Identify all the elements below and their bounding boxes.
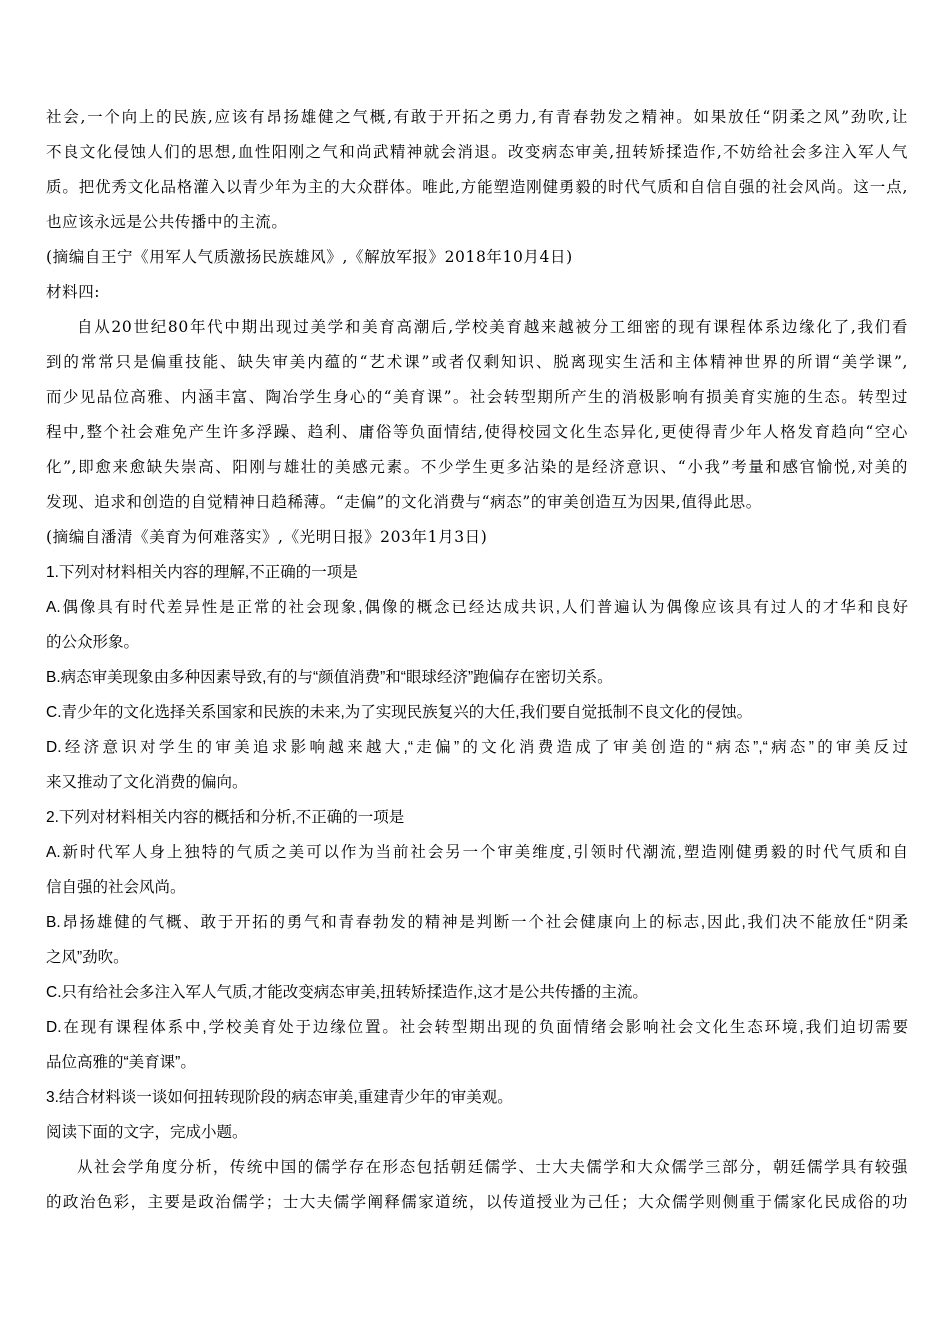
paragraph-line: 到的常常只是偏重技能、缺失审美内蕴的“艺术课”或者仅剩知识、脱离现实生活和主体精神世界的所谓“美学课”, (46, 353, 908, 371)
paragraph-line: 质。把优秀文化品格灌入以青少年为主的大众群体。唯此,方能塑造刚健勇毅的时代气质和自信自强的社会风尚。这一点, (46, 178, 908, 196)
paragraph-line: 从社会学角度分析，传统中国的儒学存在形态包括朝廷儒学、士大夫儒学和大众儒学三部分，朝廷儒学具有较强 (77, 1158, 908, 1176)
q2-option-d: D.在现有课程体系中,学校美育处于边缘位置。社会转型期出现的负面情绪会影响社会文化生态环境,我们迫切需要 (46, 1019, 908, 1036)
document-page (46, 100, 908, 1220)
q2-option-c: C.只有给社会多注入军人气质,才能改变病态审美,扭转矫揉造作,这才是公共传播的主流。 (46, 984, 648, 1001)
paragraph-line: 化”,即愈来愈缺失崇高、阳刚与雄壮的美感元素。不少学生更多沾染的是经济意识、“小我”考量和感官愉悦,对美的 (46, 458, 908, 476)
paragraph-line: 而少见品位高雅、内涵丰富、陶冶学生身心的“美育课”。社会转型期所产生的消极影响有损美育实施的生态。转型过 (46, 388, 908, 406)
q2-option-a: A.新时代军人身上独特的气质之美可以作为当前社会另一个审美维度,引领时代潮流,塑造刚健勇毅的时代气质和自 (46, 844, 908, 861)
paragraph-line: 的政治色彩，主要是政治儒学；士大夫儒学阐释儒家道统，以传道授业为己任；大众儒学则侧重于儒家化民成俗的功 (46, 1193, 908, 1211)
q1-option-b: B.病态审美现象由多种因素导致,有的与“颜值消费”和“眼球经济”跑偏存在密切关系。 (46, 669, 613, 686)
q2-option-b-cont: 之风”劲吹。 (46, 949, 129, 966)
q1-option-d: D.经济意识对学生的审美追求影响越来越大,“走偏”的文化消费造成了审美创造的“病态”,“病态”的审美反过 (46, 739, 908, 756)
q2-option-b: B.昂扬雄健的气概、敢于开拓的勇气和青春勃发的精神是判断一个社会健康向上的标志,因此,我们决不能放任“阴柔 (46, 914, 908, 931)
paragraph-line: 程中,整个社会难免产生许多浮躁、趋利、庸俗等负面情结,使得校园文化生态异化,更使得青少年人格发育趋向“空心 (46, 423, 908, 441)
paragraph-line: 社会,一个向上的民族,应该有昂扬雄健之气概,有敢于开拓之勇力,有青春勃发之精神。如果放任“阴柔之风”劲吹,让 (46, 108, 908, 126)
paragraph-line: 发现、追求和创造的自觉精神日趋稀薄。“走偏”的文化消费与“病态”的审美创造互为因果,值得此思。 (46, 493, 762, 511)
question-2-stem: 2.下列对材料相关内容的概括和分析,不正确的一项是 (46, 809, 405, 826)
paragraph-line: 自从20世纪80年代中期出现过美学和美育高潮后,学校美育越来越被分工细密的现有课程体系边缘化了,我们看 (77, 318, 908, 336)
source-citation: (摘编自王宁《用军人气质激扬民族雄风》,《解放军报》2018年10月4日) (46, 248, 573, 266)
q2-option-a-cont: 信自强的社会风尚。 (46, 879, 186, 896)
material-heading: 材料四: (46, 283, 101, 301)
q1-option-a: A.偶像具有时代差异性是正常的社会现象,偶像的概念已经达成共识,人们普遍认为偶像应该具有过人的才华和良好 (46, 599, 908, 616)
q2-option-d-cont: 品位高雅的“美育课”。 (46, 1054, 196, 1071)
question-3-stem: 3.结合材料谈一谈如何扭转现阶段的病态审美,重建青少年的审美观。 (46, 1089, 513, 1106)
source-citation: (摘编自潘清《美育为何难落实》,《光明日报》203年1月3日) (46, 528, 488, 546)
question-1-stem: 1.下列对材料相关内容的理解,不正确的一项是 (46, 564, 358, 581)
q1-option-a-cont: 的公众形象。 (46, 634, 140, 651)
paragraph-line: 也应该永远是公共传播中的主流。 (46, 213, 288, 231)
q1-option-d-cont: 来又推动了文化消费的偏向。 (46, 774, 248, 791)
paragraph-line: 不良文化侵蚀人们的思想,血性阳刚之气和尚武精神就会消退。改变病态审美,扭转矫揉造作,不妨给社会多注入军人气 (46, 143, 908, 161)
q1-option-c: C.青少年的文化选择关系国家和民族的未来,为了实现民族复兴的大任,我们要自觉抵制不良文化的侵蚀。 (46, 704, 753, 721)
reading-instruction: 阅读下面的文字，完成小题。 (46, 1124, 248, 1141)
